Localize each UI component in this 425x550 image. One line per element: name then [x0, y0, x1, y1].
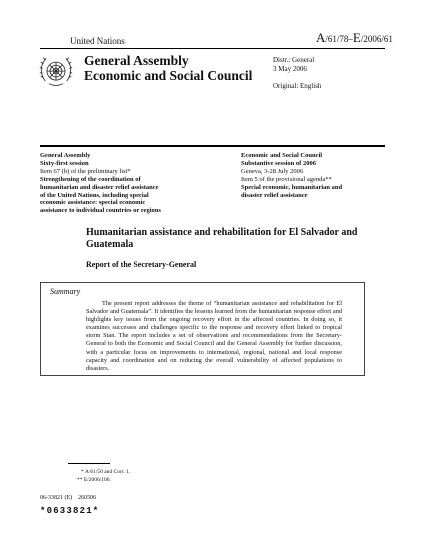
original-language: Original: English — [273, 82, 322, 90]
footnote-1: * A/61/50 and Corr. 1. — [81, 469, 131, 475]
report-subtitle: Report of the Secretary-General — [86, 260, 197, 269]
left-topic-5: assistance to individual countries or regions — [40, 207, 161, 215]
document-symbol — [316, 30, 393, 46]
header-rule-top — [40, 48, 385, 49]
agenda-right — [241, 152, 342, 199]
summary-text: The present report addresses the theme of “humanitarian assistance and rehabilitation for El Salvador and Guatemala”. It identifies the lessons learned from the humanitarian response effort and highlights key issues from the ongoing recovery effort in the affected countries. In doing so, it examines successes and challenges specific to the response and recovery effort linked to tropical storm Stan. The report includes a set of observations and recommendations from the Secretary-General to both the Economic and Social Council and the General Assembly for further discussion, with a particular focus on improvements to international, regional, national and local response capacity and coordination and on reducing the overall vulnerability of affected populations to disasters. — [86, 300, 342, 372]
symbol-suffix: /2006/61 — [360, 34, 393, 44]
left-topic-3: of the United Nations, including special — [40, 191, 149, 199]
body-general-assembly: General Assembly — [84, 53, 189, 68]
left-topic-2: humanitarian and disaster relief assistance — [40, 183, 159, 191]
right-topic-2: disaster relief assistance — [241, 191, 308, 199]
left-body: General Assembly — [40, 152, 91, 159]
summary-label: Summary — [50, 287, 81, 296]
document-title: Humanitarian assistance and rehabilitation for El Salvador and Guatemala — [86, 227, 358, 250]
left-topic-4: economic assistance: special economic — [40, 199, 146, 207]
symbol-prefix: A — [316, 30, 326, 45]
right-body: Economic and Social Council — [241, 152, 323, 159]
distribution-block — [273, 56, 321, 91]
symbol-mid: /61/78– — [325, 34, 353, 44]
symbol-e: E — [352, 30, 361, 45]
barcode-text: *0633821* — [40, 506, 100, 516]
issuing-bodies — [84, 53, 252, 83]
right-session: Substantive session of 2006 — [241, 159, 316, 167]
left-session: Sixty-first session — [40, 159, 89, 167]
left-topic-1: Strengthening of the coordination of — [40, 175, 141, 183]
job-number: 06-33821 (E) 260506 — [40, 495, 97, 501]
left-item: Item 67 (b) of the preliminary list* — [40, 167, 131, 175]
organization-name: United Nations — [70, 36, 125, 46]
date: 3 May 2006 — [273, 65, 307, 73]
right-location: Geneva, 3-28 July 2006 — [241, 167, 304, 175]
footnote-2: ** E/2006/100. — [77, 477, 111, 483]
un-emblem-icon — [38, 54, 74, 90]
agenda-left — [40, 152, 161, 215]
footnote-rule — [68, 463, 110, 464]
body-ecosoc: Economic and Social Council — [84, 68, 253, 83]
distribution: Distr.: General — [273, 56, 315, 64]
header-rule-bottom — [40, 145, 385, 147]
right-topic-1: Special economic, humanitarian and — [241, 183, 343, 191]
right-item: Item 5 of the provisional agenda** — [241, 175, 332, 183]
